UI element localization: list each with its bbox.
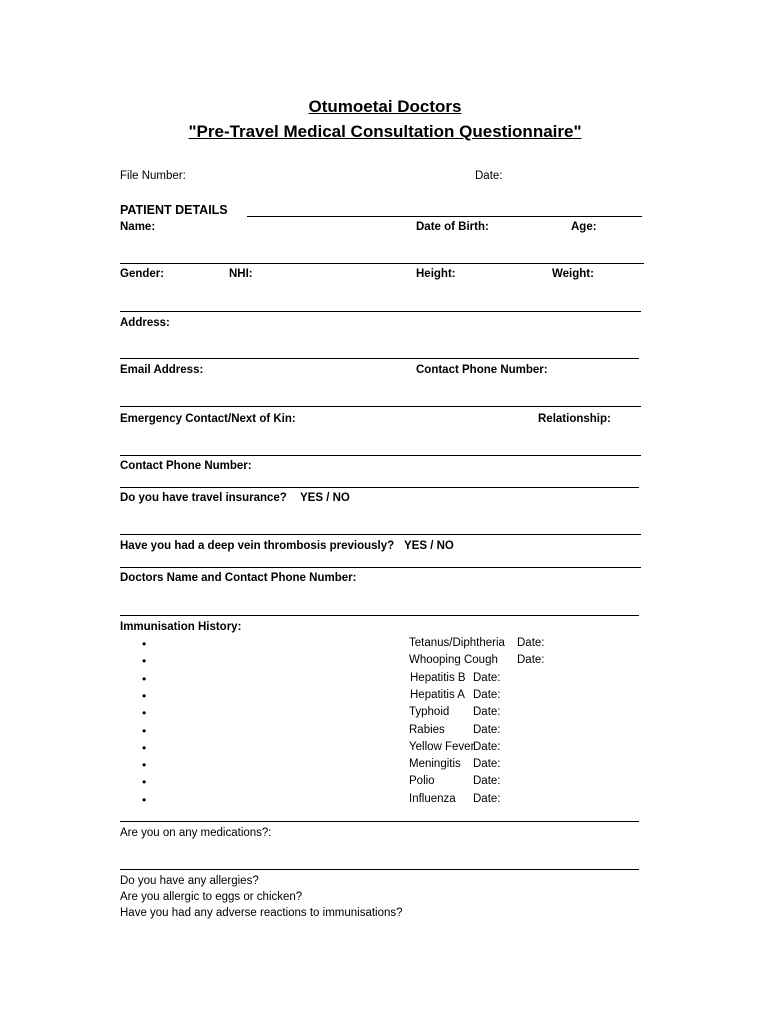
name-label: Name: bbox=[120, 221, 156, 233]
dvt-options[interactable]: YES / NO bbox=[404, 540, 454, 552]
vaccine-date-label[interactable]: Date: bbox=[473, 724, 501, 736]
vaccine-name: Tetanus/Diphtheria bbox=[409, 637, 505, 649]
vaccine-name: Influenza bbox=[409, 793, 456, 805]
vaccine-date-label[interactable]: Date: bbox=[473, 706, 501, 718]
contact-phone-line[interactable] bbox=[120, 487, 639, 488]
vaccine-name: Yellow Fever bbox=[409, 741, 475, 753]
emergency-line[interactable] bbox=[120, 455, 641, 456]
immunisation-bullet: • bbox=[142, 724, 147, 738]
immunisation-label: Immunisation History: bbox=[120, 621, 242, 633]
relationship-label: Relationship: bbox=[538, 413, 611, 425]
vaccine-date-label[interactable]: Date: bbox=[473, 672, 501, 684]
heading-underline bbox=[247, 216, 642, 217]
nhi-label: NHI: bbox=[229, 268, 253, 280]
immunisation-line[interactable] bbox=[120, 821, 639, 822]
form-title: "Pre-Travel Medical Consultation Questionnaire" bbox=[188, 122, 582, 141]
vaccine-name: Hepatitis B bbox=[410, 672, 466, 684]
insurance-line[interactable] bbox=[120, 534, 641, 535]
contact-phone-label-2: Contact Phone Number: bbox=[120, 460, 252, 472]
gender-line[interactable] bbox=[120, 311, 641, 312]
vaccine-date-label[interactable]: Date: bbox=[473, 793, 501, 805]
height-label: Height: bbox=[416, 268, 456, 280]
contact-phone-label: Contact Phone Number: bbox=[416, 364, 548, 376]
medications-question: Are you on any medications?: bbox=[120, 827, 272, 839]
immunisation-bullet: • bbox=[142, 793, 147, 807]
practice-name: Otumoetai Doctors bbox=[308, 97, 462, 116]
immunisation-bullet: • bbox=[142, 672, 147, 686]
date-label: Date: bbox=[475, 170, 503, 182]
immunisation-bullet: • bbox=[142, 689, 147, 703]
insurance-question: Do you have travel insurance? bbox=[120, 492, 287, 504]
vaccine-date-label[interactable]: Date: bbox=[473, 758, 501, 770]
email-line[interactable] bbox=[120, 406, 641, 407]
vaccine-name: Hepatitis A bbox=[410, 689, 465, 701]
vaccine-name: Meningitis bbox=[409, 758, 461, 770]
vaccine-name: Whooping Cough bbox=[409, 654, 498, 666]
age-label: Age: bbox=[571, 221, 597, 233]
email-label: Email Address: bbox=[120, 364, 204, 376]
immunisation-bullet: • bbox=[142, 637, 147, 651]
reactions-question: Have you had any adverse reactions to immunisations? bbox=[120, 907, 403, 919]
vaccine-name: Rabies bbox=[409, 724, 445, 736]
immunisation-bullet: • bbox=[142, 758, 147, 772]
vaccine-date-label[interactable]: Date: bbox=[473, 689, 501, 701]
dob-label: Date of Birth: bbox=[416, 221, 489, 233]
eggs-question: Are you allergic to eggs or chicken? bbox=[120, 891, 303, 903]
emergency-contact-label: Emergency Contact/Next of Kin: bbox=[120, 413, 296, 425]
immunisation-bullet: • bbox=[142, 775, 147, 789]
immunisation-bullet: • bbox=[142, 741, 147, 755]
allergies-question: Do you have any allergies? bbox=[120, 875, 259, 887]
vaccine-date-label[interactable]: Date: bbox=[473, 741, 501, 753]
vaccine-name: Polio bbox=[409, 775, 435, 787]
vaccine-name: Typhoid bbox=[409, 706, 450, 718]
patient-details-heading: PATIENT DETAILS bbox=[120, 203, 228, 217]
dvt-line[interactable] bbox=[120, 567, 641, 568]
vaccine-date-label[interactable]: Date: bbox=[517, 654, 545, 666]
address-label: Address: bbox=[120, 317, 170, 329]
address-line[interactable] bbox=[120, 358, 639, 359]
doctor-line[interactable] bbox=[120, 615, 639, 616]
vaccine-date-label[interactable]: Date: bbox=[473, 775, 501, 787]
weight-label: Weight: bbox=[552, 268, 594, 280]
gender-label: Gender: bbox=[120, 268, 165, 280]
name-line[interactable] bbox=[120, 263, 644, 264]
insurance-options[interactable]: YES / NO bbox=[300, 492, 350, 504]
medications-line[interactable] bbox=[120, 869, 639, 870]
file-number-label: File Number: bbox=[120, 170, 186, 182]
doctor-label: Doctors Name and Contact Phone Number: bbox=[120, 572, 357, 584]
immunisation-bullet: • bbox=[142, 706, 147, 720]
vaccine-date-label[interactable]: Date: bbox=[517, 637, 545, 649]
immunisation-bullet: • bbox=[142, 654, 147, 668]
dvt-question: Have you had a deep vein thrombosis previously? bbox=[120, 540, 395, 552]
